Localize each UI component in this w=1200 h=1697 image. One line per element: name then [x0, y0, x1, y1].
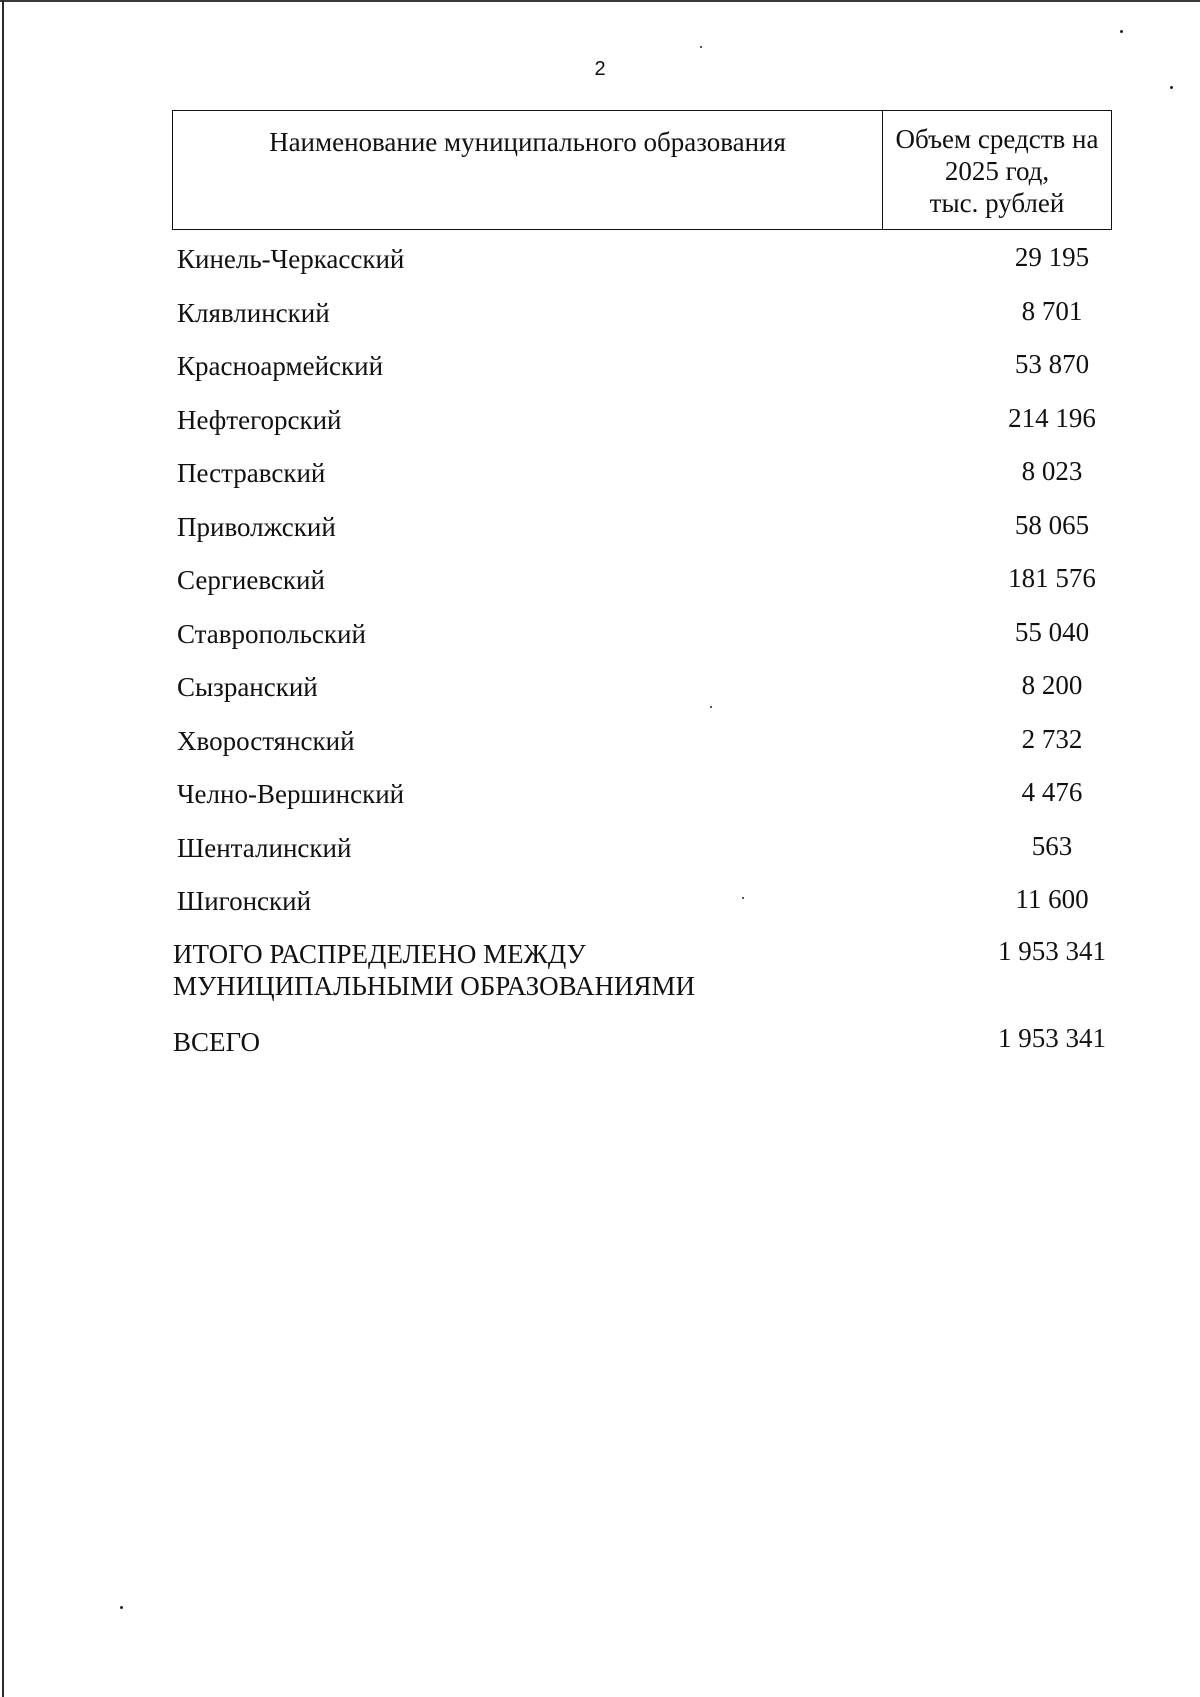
- column-header-amount-line: тыс. рублей: [929, 188, 1065, 218]
- grand-total-amount: 1 953 341: [998, 1022, 1106, 1053]
- scan-speck: [120, 1606, 123, 1609]
- table-row: [172, 664, 1112, 718]
- column-header-amount-line: Объем средств на: [895, 124, 1099, 154]
- amount-value: 2 732: [1021, 723, 1083, 754]
- table-body: [172, 236, 1112, 1072]
- table-row: [172, 611, 1112, 665]
- scan-speck: [1120, 30, 1123, 33]
- scan-speck: [710, 706, 712, 708]
- column-header-amount-line: 2025 год,: [944, 156, 1050, 186]
- amount-value: 563: [1031, 830, 1073, 861]
- amount-value: 8 023: [1021, 456, 1083, 486]
- total-distributed-label-line: ИТОГО РАСПРЕДЕЛЕНО МЕЖДУ: [173, 938, 586, 969]
- municipality-name: Шенталинский: [177, 832, 352, 863]
- municipality-name: Шигонский: [177, 886, 312, 916]
- column-header-name: Наименование муниципального образования: [173, 111, 883, 229]
- municipality-name: Сызранский: [177, 672, 318, 702]
- table-row: [172, 504, 1112, 558]
- total-distributed-label-line: МУНИЦИПАЛЬНЫМИ ОБРАЗОВАНИЯМИ: [173, 970, 695, 1001]
- scan-speck: [742, 897, 744, 899]
- municipality-name: Ставропольский: [177, 618, 366, 649]
- table-row: [172, 557, 1112, 611]
- amount-value: 29 195: [1014, 242, 1090, 272]
- amount-value: 8 200: [1021, 670, 1083, 700]
- page-number: 2: [594, 58, 606, 80]
- table-row: [172, 343, 1112, 397]
- table-row: [172, 290, 1112, 344]
- column-header-amount: [883, 111, 1111, 229]
- table-row: [172, 397, 1112, 451]
- municipality-name: Хворостянский: [177, 725, 355, 756]
- municipality-name: Челно-Вершинский: [177, 779, 405, 809]
- municipality-name: Кинель-Черкасский: [177, 244, 405, 274]
- total-distributed-label: [173, 938, 695, 1002]
- table-row: [172, 771, 1112, 825]
- total-distributed-row: [172, 932, 1112, 1019]
- grand-total-label: ВСЕГО: [173, 1026, 260, 1057]
- grand-total-row: [172, 1019, 1112, 1073]
- total-distributed-amount: 1 953 341: [998, 935, 1106, 966]
- table-row: [172, 236, 1112, 290]
- table-header: [172, 110, 1112, 230]
- table-row: [172, 718, 1112, 772]
- amount-value: 11 600: [1015, 884, 1089, 914]
- municipality-name: Красноармейский: [177, 351, 384, 381]
- table-row: [172, 825, 1112, 879]
- table-row: [172, 450, 1112, 504]
- amount-value: 181 576: [1008, 563, 1096, 593]
- amount-value: 55 040: [1014, 616, 1090, 647]
- amount-value: 8 701: [1021, 295, 1083, 326]
- table-row: [172, 878, 1112, 932]
- scan-left-edge: [2, 0, 4, 1697]
- municipality-name: Пестравский: [177, 458, 326, 488]
- scan-top-edge: [0, 0, 1200, 2]
- municipality-name: Клявлинский: [177, 297, 330, 328]
- amount-value: 53 870: [1014, 349, 1090, 379]
- scan-speck: [1170, 86, 1173, 89]
- municipality-name: Сергиевский: [177, 565, 325, 595]
- municipality-name: Приволжский: [177, 511, 336, 542]
- amount-value: 214 196: [1008, 402, 1096, 433]
- municipality-name: Нефтегорский: [177, 404, 342, 435]
- scan-speck: [700, 46, 702, 48]
- amount-value: 4 476: [1021, 777, 1083, 807]
- amount-value: 58 065: [1014, 509, 1090, 540]
